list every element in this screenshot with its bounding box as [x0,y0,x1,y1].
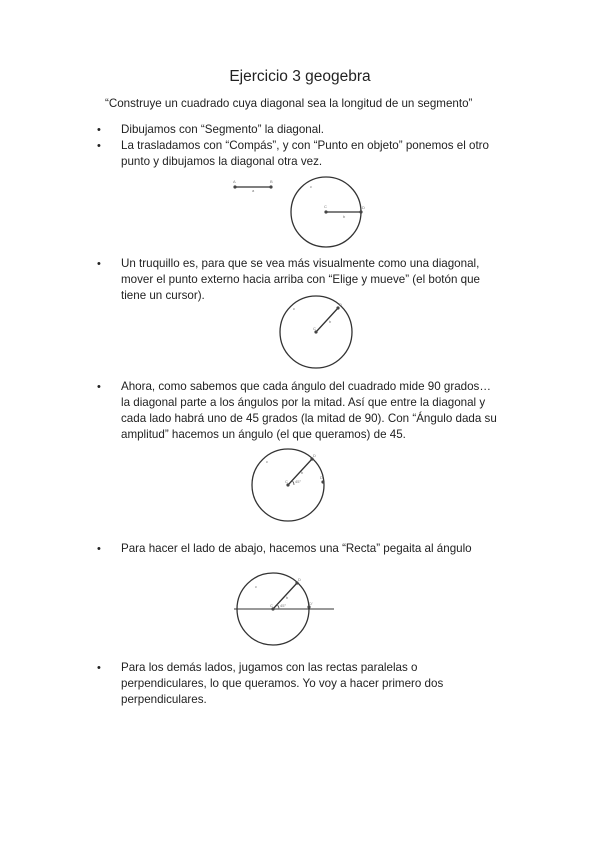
angle-arc [277,605,279,609]
label-rotated-point: D' [320,475,324,480]
list-item [121,138,521,170]
figure-circle-diagonal [275,296,355,376]
label-circle: c [293,306,295,311]
text-line: punto y dibujamos la diagonal otra vez. [121,155,323,168]
text-line: perpendiculares, lo que queramos. Yo voy a hacer primero dos [121,677,444,690]
label-rotated-point: D' [309,601,313,606]
label-external: D [362,205,365,210]
text-line: Ahora, como sabemos que cada ángulo del cuadrado mide 90 grados… [121,380,491,393]
label-b: B [270,179,273,184]
label-circle: c [255,584,257,589]
text-line: Para hacer el lado de abajo, hacemos una “Recta” pegaita al ángulo [121,542,472,555]
text-line: amplitud” hacemos un ángulo (el que queramos) de 45. [121,428,406,441]
bullet: • [97,662,101,674]
center-point [324,210,327,213]
text-line: tiene un cursor). [121,289,205,302]
radius-segment [316,308,338,332]
label-external: D [313,453,316,458]
text-line: mover el punto externo hacia arriba con “Elige y mueve” (el botón que [121,273,480,286]
text-line: perpendiculares. [121,693,207,706]
text-line: cada lado habrá uno de 45 grados (la mitad de 90). Con “Ángulo dada su [121,412,497,425]
label-angle: 45° [280,603,287,608]
label-external: D [298,577,301,582]
list-item [121,122,521,138]
list-item [121,379,521,443]
label-center: C [313,326,316,331]
figure-circle-angle [250,448,330,528]
bullet: • [97,381,101,393]
point-b [269,185,272,188]
label-segment: a [252,188,255,193]
bullet: • [97,258,101,270]
list-item [121,541,521,557]
label-external: D [339,302,342,307]
external-point [359,210,362,213]
text-line: Dibujamos con “Segmento” la diagonal. [121,123,325,136]
bullet: • [97,140,101,152]
text-line: Un truquillo es, para que se vea más visualmente como una diagonal, [121,257,480,270]
text-line: La trasladamos con “Compás”, y con “Punto en objeto” ponemos el otro [121,139,489,152]
label-radius: b [343,214,346,219]
label-radius: b [301,470,304,475]
point-a [233,185,236,188]
page-title: Ejercicio 3 geogebra [229,68,371,85]
label-center: C [324,204,327,209]
text-line: Para los demás lados, jugamos con las rectas paralelas o [121,661,418,674]
label-circle: c [310,184,312,189]
text-line: la diagonal parte a los ángulos por la mitad. Así que entre la diagonal y [121,396,486,409]
label-radius: b [286,595,289,600]
bullet: • [97,543,101,555]
label-circle: c [266,459,268,464]
rotated-point [321,480,324,483]
bullet: • [97,124,101,136]
figure-segment-circle [225,175,375,255]
figure-circle-line [230,570,340,655]
label-angle: 45° [295,479,302,484]
label-center: C [285,479,288,484]
angle-arc [292,481,294,485]
exercise-statement: “Construye un cuadrado cuya diagonal sea la longitud de un segmento” [105,97,473,110]
label-radius: b [329,319,332,324]
list-item [121,660,521,708]
label-center: C [270,603,273,608]
label-a: A [233,179,236,184]
